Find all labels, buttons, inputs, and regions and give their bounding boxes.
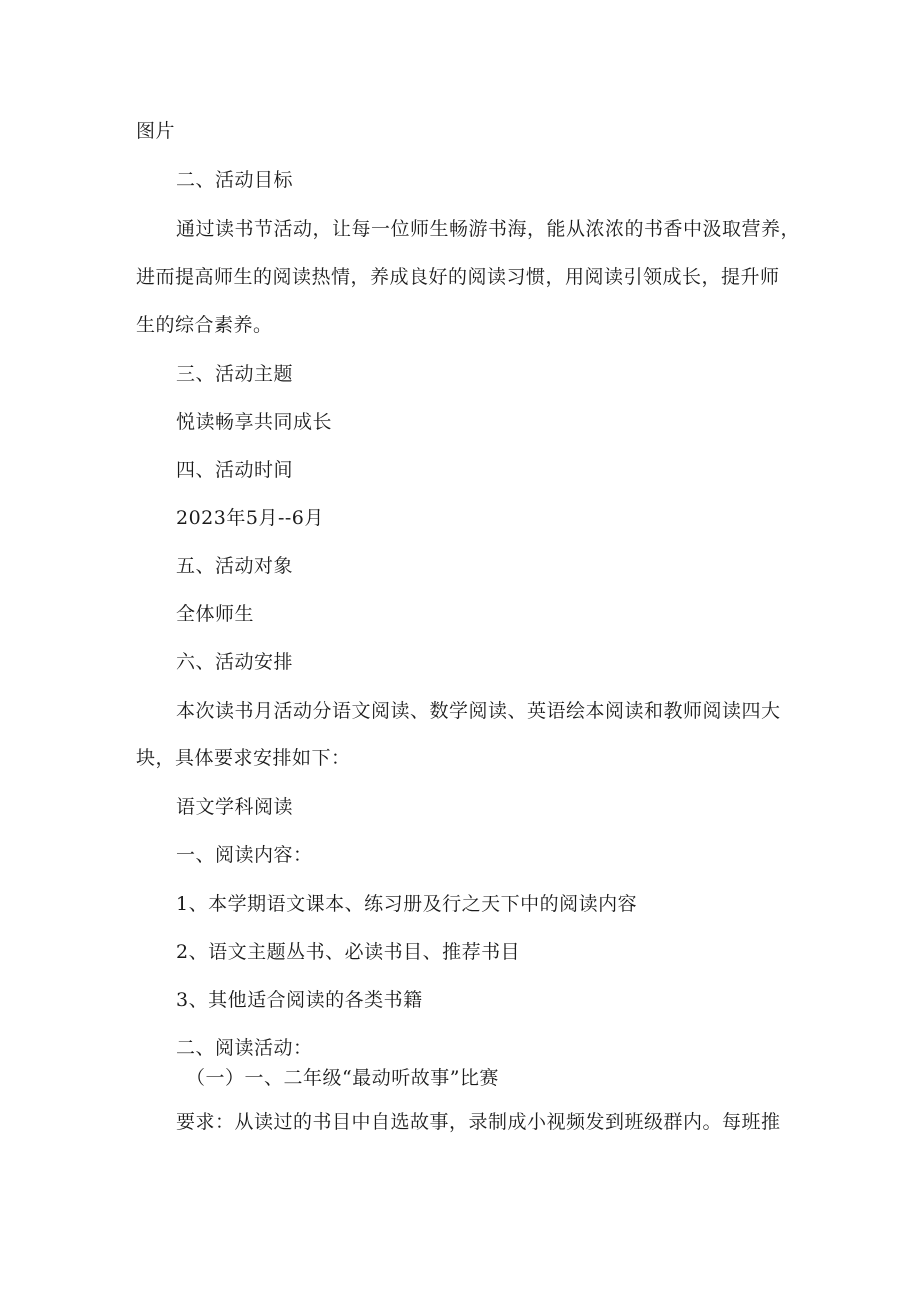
paragraph-goal-line-3: 生的综合素养。 bbox=[136, 314, 273, 336]
section-heading-audience: 五、活动对象 bbox=[176, 555, 294, 577]
section-heading-theme: 三、活动主题 bbox=[176, 363, 294, 385]
list-item-3: 3、其他适合阅读的各类书籍 bbox=[176, 989, 423, 1011]
audience-text: 全体师生 bbox=[176, 603, 255, 625]
paragraph-arrangement-line-1: 本次读书月活动分语文阅读、数学阅读、英语绘本阅读和教师阅读四大 bbox=[176, 700, 781, 722]
heading-reading-activities: 二、阅读活动： bbox=[176, 1037, 313, 1059]
heading-reading-content: 一、阅读内容： bbox=[176, 844, 313, 866]
section-heading-time: 四、活动时间 bbox=[176, 459, 294, 481]
paragraph-requirement: 要求：从读过的书目中自选故事，录制成小视频发到班级群内。每班推 bbox=[176, 1111, 781, 1133]
activity-story-contest: （一）一、二年级“最动听故事”比赛 bbox=[186, 1067, 499, 1089]
list-item-2: 2、语文主题丛书、必读书目、推荐书目 bbox=[176, 941, 521, 963]
paragraph-goal-line-2: 进而提高师生的阅读热情，养成良好的阅读习惯，用阅读引领成长，提升师 bbox=[136, 266, 780, 288]
theme-text: 悦读畅享共同成长 bbox=[176, 411, 333, 433]
section-heading-arrangement: 六、活动安排 bbox=[176, 651, 294, 673]
time-text: 2023年5月--6月 bbox=[176, 507, 324, 529]
paragraph-goal-line-1: 通过读书节活动，让每一位师生畅游书海，能从浓浓的书香中汲取营养， bbox=[176, 218, 801, 240]
subheading-chinese-reading: 语文学科阅读 bbox=[176, 796, 294, 818]
section-heading-goal: 二、活动目标 bbox=[176, 169, 294, 191]
paragraph-arrangement-line-2: 块，具体要求安排如下： bbox=[136, 747, 351, 769]
list-item-1: 1、本学期语文课本、练习册及行之天下中的阅读内容 bbox=[176, 893, 638, 915]
image-placeholder-label: 图片 bbox=[136, 120, 176, 142]
